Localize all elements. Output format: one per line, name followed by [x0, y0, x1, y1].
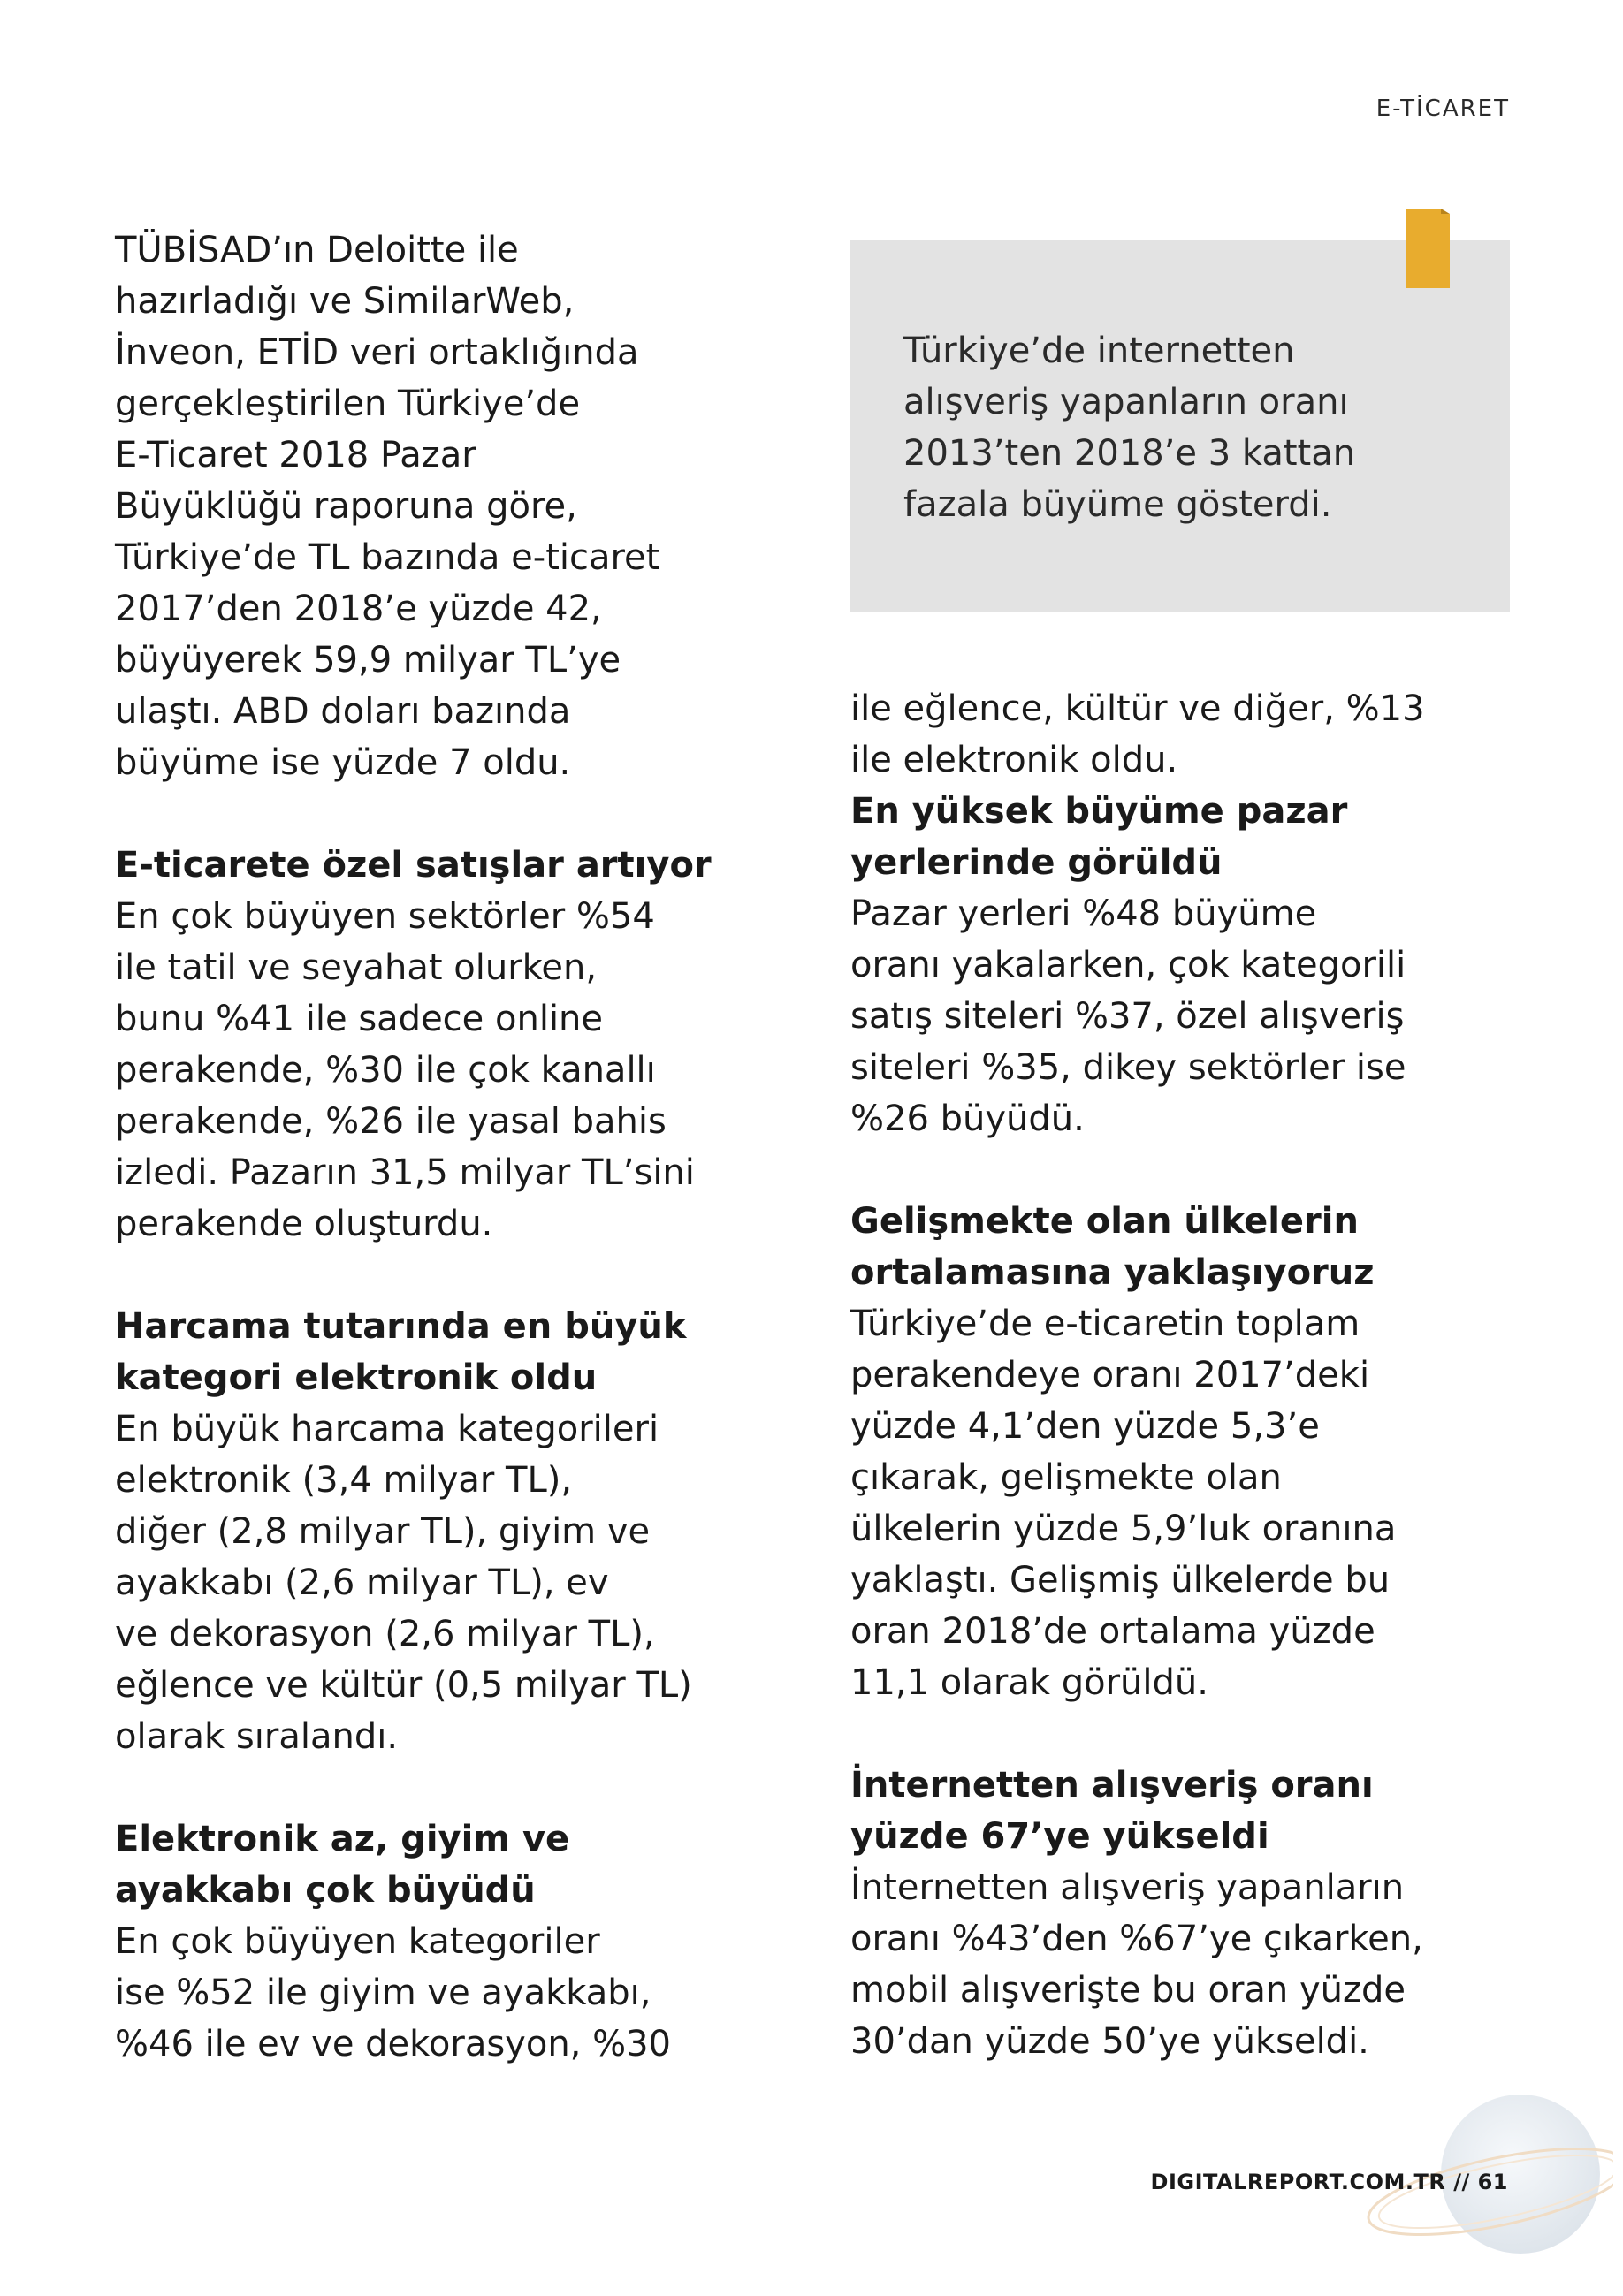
left-column	[115, 224, 796, 2070]
callout-text: Türkiye’de internetten alışveriş yapanların oranı 2013’ten 2018’e 3 kattan fazala büyüme gösterdi.	[903, 331, 1356, 525]
section-body-online-shopping-rate: İnternetten alışveriş yapanların oranı %43’den %67’ye çıkarken, mobil alışverişte bu oran yüzde 30’dan yüzde 50’ye yükseldi.	[850, 1867, 1423, 2062]
section-body-marketplaces: Pazar yerleri %48 büyüme oranı yakalarken, çok kategorili satış siteleri %37, özel alışveriş siteleri %35, dikey sektörler ise %26 büyüdü.	[850, 893, 1406, 1139]
section-body-developing-countries: Türkiye’de e-ticaretin toplam perakendeye oranı 2017’deki yüzde 4,1’den yüzde 5,3’e çıkarak, gelişmekte olan ülkelerin yüzde 5,9’luk oranına yaklaştı. Gelişmiş ülkelerde bu oran 2018’de ortalama yüzde 11,1 olarak görüldü.	[850, 1304, 1397, 1703]
section-body-spending-category: En büyük harcama kategorileri elektronik (3,4 milyar TL), diğer (2,8 milyar TL), giyim ve ayakkabı (2,6 milyar TL), ev ve dekorasyon (2,6 milyar TL), eğlence ve kültür (0,5 milyar TL) olarak sıralandı.	[115, 1409, 692, 1757]
section-body-exclusive-sales: En çok büyüyen sektörler %54 ile tatil ve seyahat olurken, bunu %41 ile sadece online perakende, %30 ile çok kanallı perakende, %26 ile yasal bahis izledi. Pazarın 31,5 milyar TL’sini perakende oluşturdu.	[115, 896, 695, 1244]
section-heading-exclusive-sales: E-ticarete özel satışlar artıyor	[115, 845, 712, 886]
section-heading-spending-category: Harcama tutarında en büyük kategori elektronik oldu	[115, 1306, 687, 1398]
bookmark-icon	[1406, 209, 1450, 288]
section-heading-online-shopping-rate: İnternetten alışveriş oranı yüzde 67’ye yükseldi	[850, 1765, 1374, 1857]
section-body-category-growth: En çok büyüyen kategoriler ise %52 ile giyim ve ayakkabı, %46 ile ev ve dekorasyon, %30	[115, 1921, 672, 2064]
section-heading-marketplaces: En yüksek büyüme pazar yerlerinde görüldü	[850, 791, 1348, 883]
section-heading-developing-countries: Gelişmekte olan ülkelerin ortalamasına yaklaşıyoruz	[850, 1201, 1375, 1293]
section-label: E-TİCARET	[1375, 95, 1510, 122]
footer-site-page: DIGITALREPORT.COM.TR // 61	[1150, 2170, 1508, 2194]
section-heading-category-growth: Elektronik az, giyim ve ayakkabı çok büyüdü	[115, 1819, 570, 1911]
callout-box	[850, 240, 1510, 612]
intro-paragraph: TÜBİSAD’ın Deloitte ile hazırladığı ve SimilarWeb, İnveon, ETİD veri ortaklığında gerçekleştirilen Türkiye’de E-Ticaret 2018 Pazar Büyüklüğü raporuna göre, Türkiye’de TL bazında e-ticaret 2017’den 2018’e yüzde 42, büyüyerek 59,9 milyar TL’ye ulaştı. ABD doları bazında büyüme ise yüzde 7 oldu.	[115, 230, 660, 783]
continuation-paragraph: ile eğlence, kültür ve diğer, %13 ile elektronik oldu.	[850, 688, 1425, 780]
right-column	[850, 683, 1531, 2067]
